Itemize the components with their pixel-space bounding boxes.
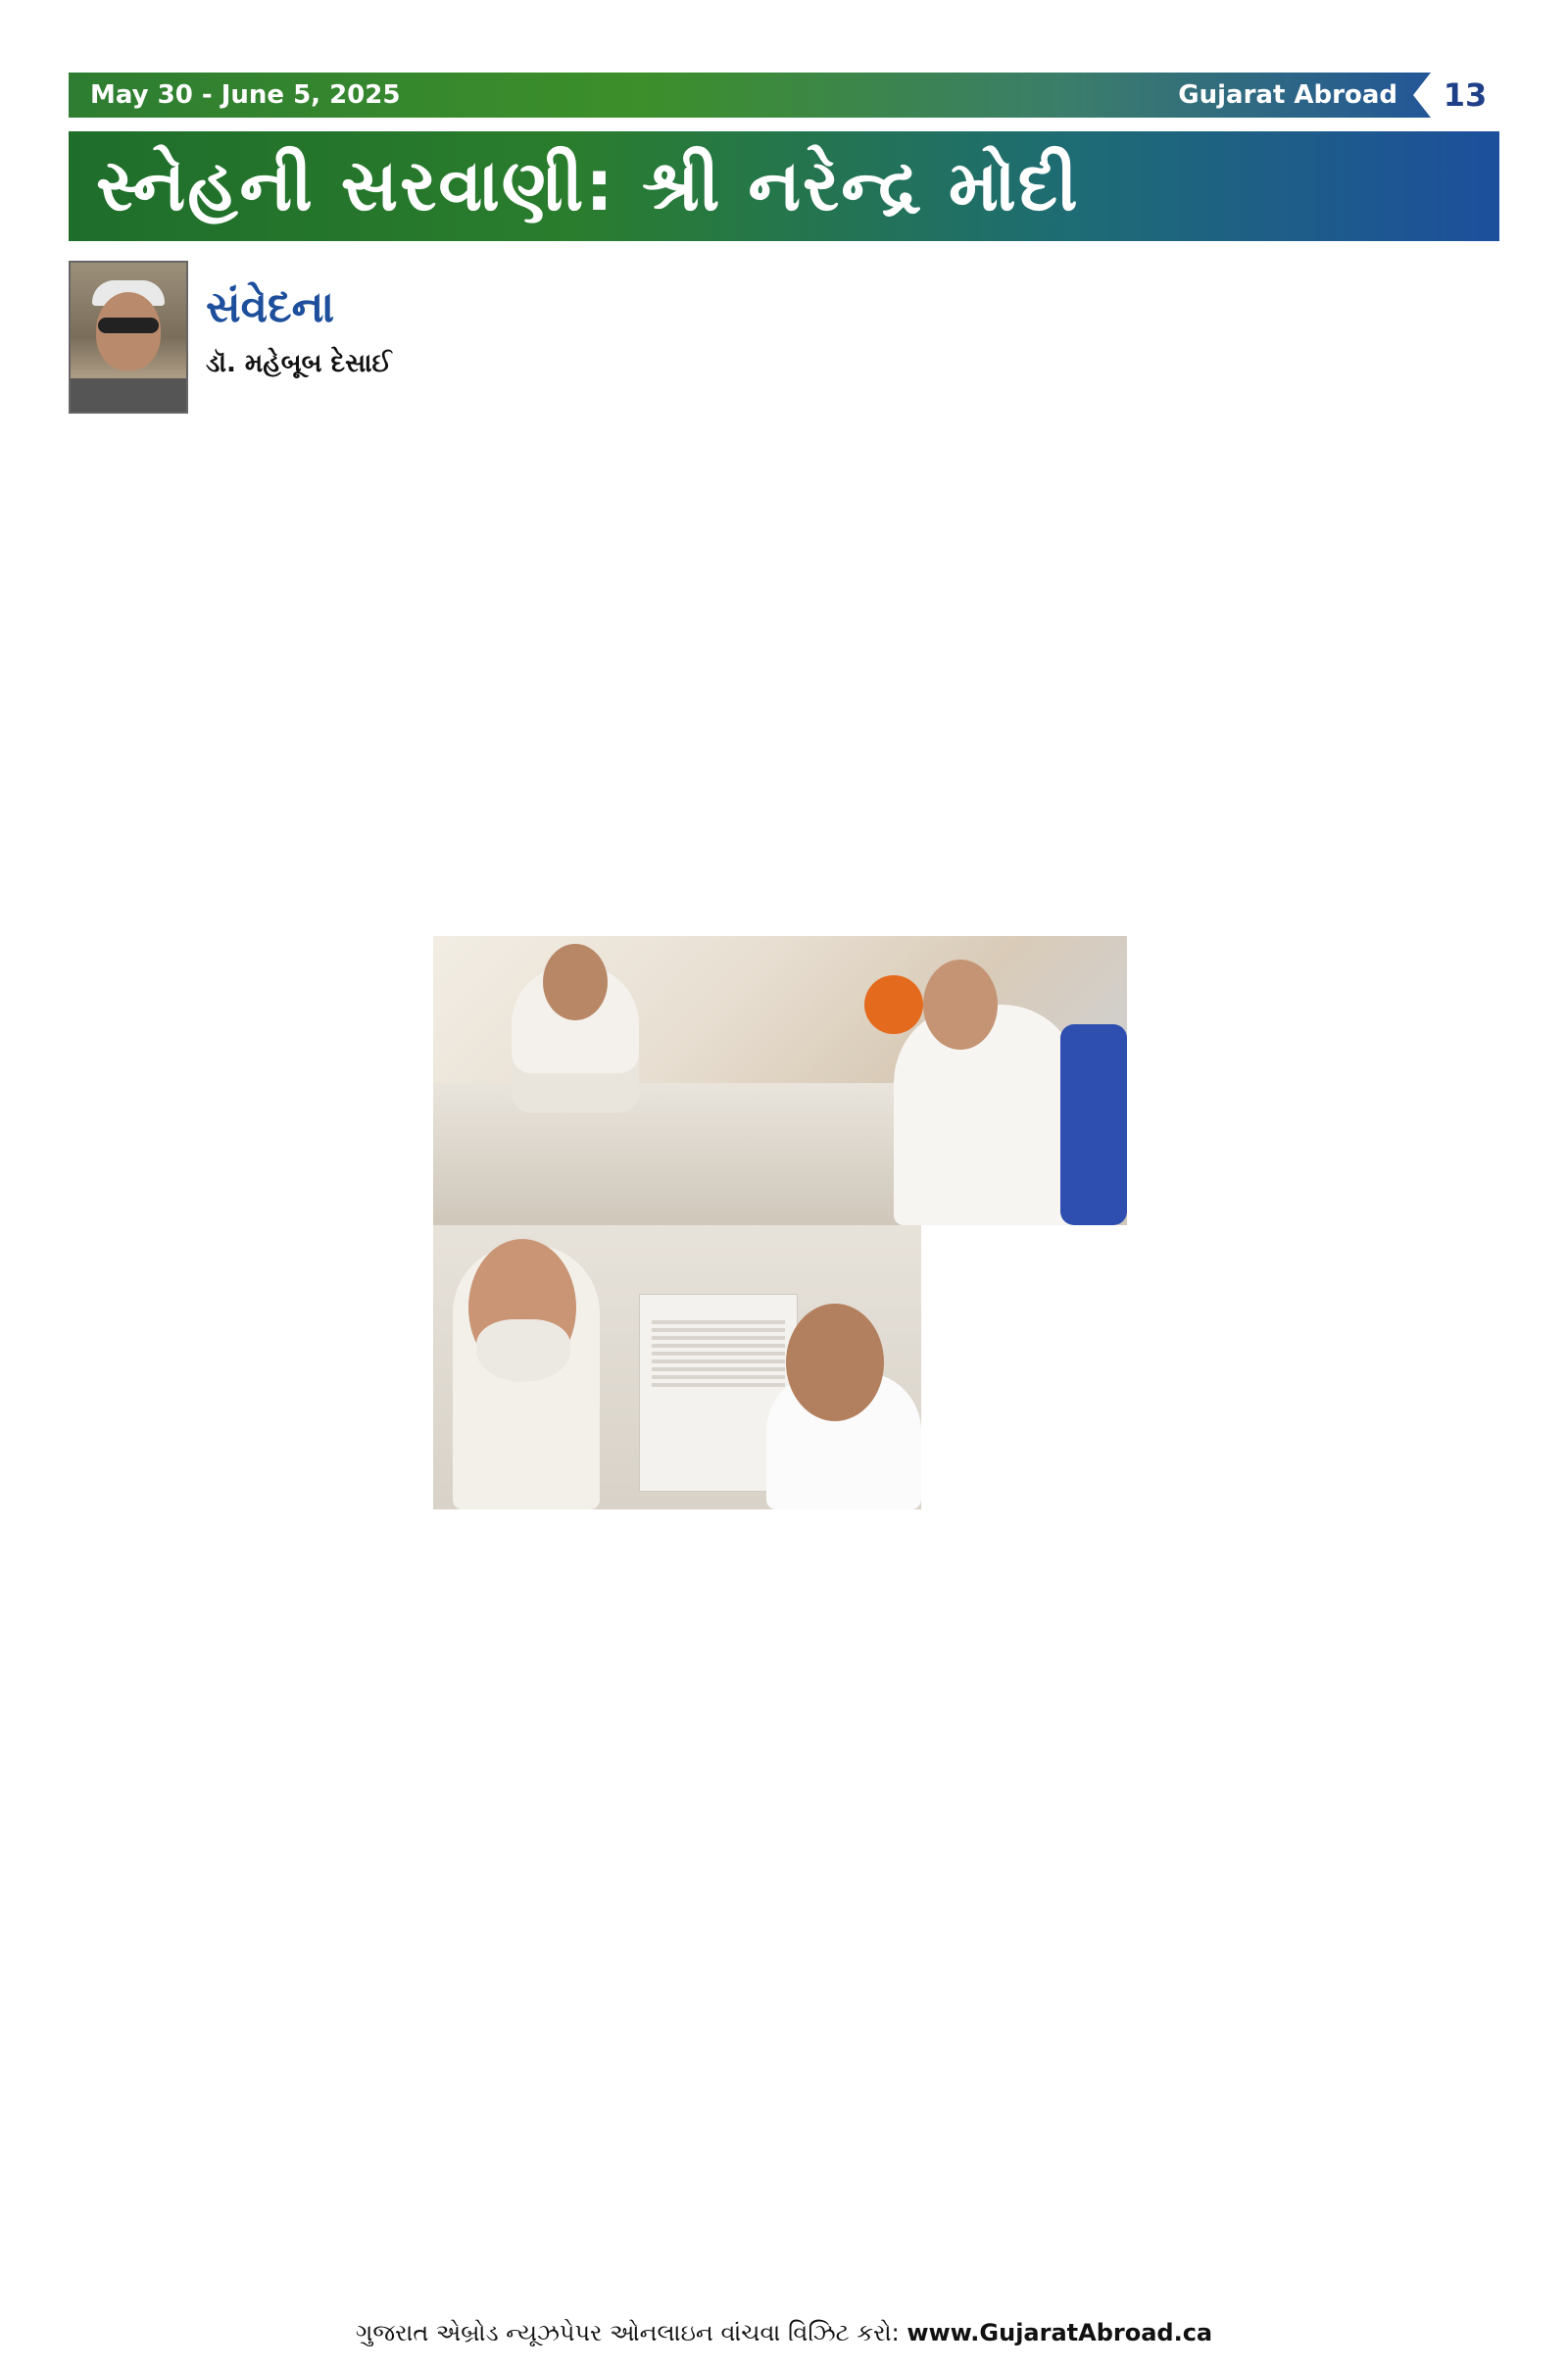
author-name: ડૉ. મહેબૂબ દેસાઈ: [206, 349, 392, 378]
article-column-3-top: [790, 261, 1127, 927]
footer-url[interactable]: www.GujaratAbroad.ca: [906, 2319, 1213, 2346]
issue-header: [69, 73, 1499, 118]
author-portrait: [69, 261, 188, 414]
photo-two-men-portrait: [433, 1225, 921, 1509]
column-kicker: સંવેદના: [206, 282, 335, 332]
photo-meeting-at-desk: [433, 936, 1127, 1225]
footer-text: ગુજરાત એબ્રોડ ન્યૂઝપેપર ઓનલાઇન વાંચવા વિઝિટ કરો:: [355, 2319, 907, 2346]
article-title: સ્નેહની સરવાણી: શ્રી નરેન્દ્ર મોદી: [96, 144, 1080, 226]
publication-name: Gujarat Abroad: [1178, 80, 1397, 110]
byline: [69, 261, 412, 410]
article-column-2-top: [433, 261, 770, 927]
article-column-2-bottom: [433, 1519, 770, 2303]
issue-date: May 30 - June 5, 2025: [90, 80, 401, 110]
page-notch: [1413, 73, 1431, 118]
page-number: 13: [1431, 73, 1499, 118]
footer-promo: [0, 2319, 1568, 2346]
article-banner: [69, 131, 1499, 241]
article-column-4: [1147, 261, 1499, 2303]
article-column-3-mid: [937, 1235, 1127, 1509]
article-column-1: [69, 423, 412, 2305]
